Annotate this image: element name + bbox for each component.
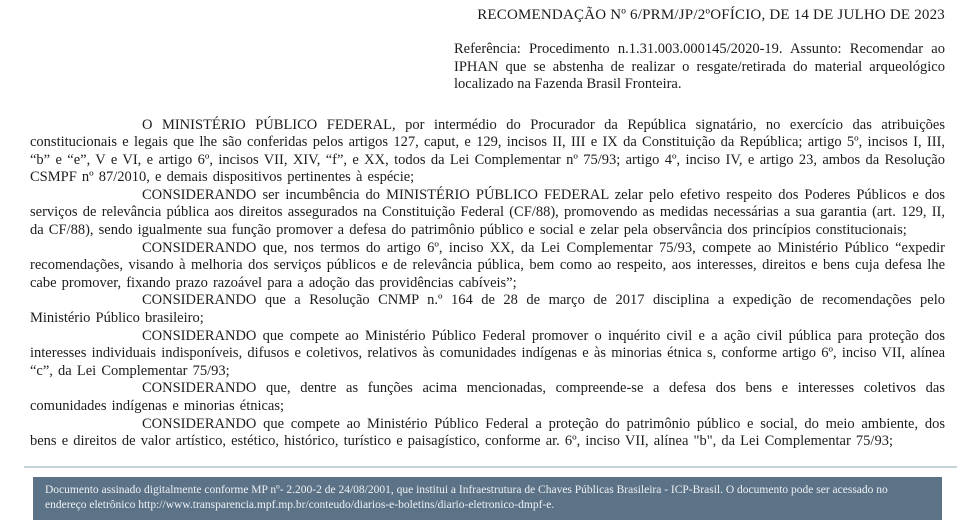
paragraph-considerando-6: CONSIDERANDO que compete ao Ministério Público Federal a proteção do patrimônio público e social, do meio ambiente, dos bens e direitos de valor artístico, estético, histórico, turístico e paisagístico, conforme ar. 6º, inciso VII, alínea "b", da Lei Complementar 75/93; [30,415,945,450]
document-title: RECOMENDAÇÃO Nº 6/PRM/JP/2ºOFÍCIO, DE 14 DE JULHO DE 2023 [477,7,945,23]
paragraph-considerando-2: CONSIDERANDO que, nos termos do artigo 6º, inciso XX, da Lei Complementar 75/93, compete ao Ministério Público “expedir recomendações, visando à melhoria dos serviços públicos e de relevância pública, bem como ao respeito, aos interesses, direitos e bens cuja defesa lhe cabe promover, fixando prazo razoável para a adoção das providências cabíveis”; [30,239,945,291]
paragraph-considerando-5: CONSIDERANDO que, dentre as funções acima mencionadas, compreende-se a defesa dos bens e interesses coletivos das comunidades indígenas e minorias étnicas; [30,380,945,414]
reference-block: Referência: Procedimento n.1.31.003.000145/2020-19. Assunto: Recomendar ao IPHAN que se abstenha de realizar o resgate/retirada do material arqueológico localizado na Fazenda Brasil Fronteira. [454,41,945,92]
paragraph-considerando-1: CONSIDERANDO ser incumbência do MINISTÉRIO PÚBLICO FEDERAL zelar pelo efetivo respeito dos Poderes Públicos e dos serviços de relevância pública aos direitos assegurados na Constituição Federal (CF/88), promovendo as medidas necessárias a sua garantia (art. 129, II, da CF/88), sendo igualmente sua função promover a defesa do patrimônio público e social e zelar pela observância dos princípios constitucionais; [30,186,945,239]
footer-separator-line [24,466,957,468]
paragraph-preamble: O MINISTÉRIO PÚBLICO FEDERAL, por intermédio do Procurador da República signatário, no exercício das atribuições constitucionais e legais que lhe são conferidas pelos artigos 127, caput, e 129, incisos II, III e IX da Constituição da República; artigo 5º, incisos I, III, “b” e “e”, V e VI, e artigo 6º, incisos VII, XIV, “f”, e XX, todos da Lei Complementar nº 75/93; artigo 4º, inciso IV, e artigo 23, ambos da Resolução CSMPF nº 87/2010, e demais dispositivos pertinentes à espécie; [30,116,945,186]
document-body [30,117,945,451]
paragraph-considerando-3: CONSIDERANDO que a Resolução CNMP n.º 164 de 28 de março de 2017 disciplina a expedição de recomendações pelo Ministério Público brasileiro; [30,292,945,327]
paragraph-considerando-4: CONSIDERANDO que compete ao Ministério Público Federal promover o inquérito civil e a ação civil pública para proteção dos interesses individuais indisponíveis, difusos e coletivos, relativos às comunidades indígenas e às minorias étnica s, conforme artigo 6º, inciso VII, alínea “c”, da Lei Complementar 75/93; [30,327,945,379]
signature-footer-text: Documento assinado digitalmente conforme MP nº- 2.200-2 de 24/08/2001, que institui a Infraestrutura de Chaves Públicas Brasileira - ICP-Brasil. O documento pode ser acessado no endereço eletrônico http://www.transparencia.mpf.mp.br/conteudo/diarios-e-boletins/diario-eletronico-dmpf-e. [45,484,888,511]
signature-footer-bar [33,477,942,520]
document-content [30,6,945,451]
